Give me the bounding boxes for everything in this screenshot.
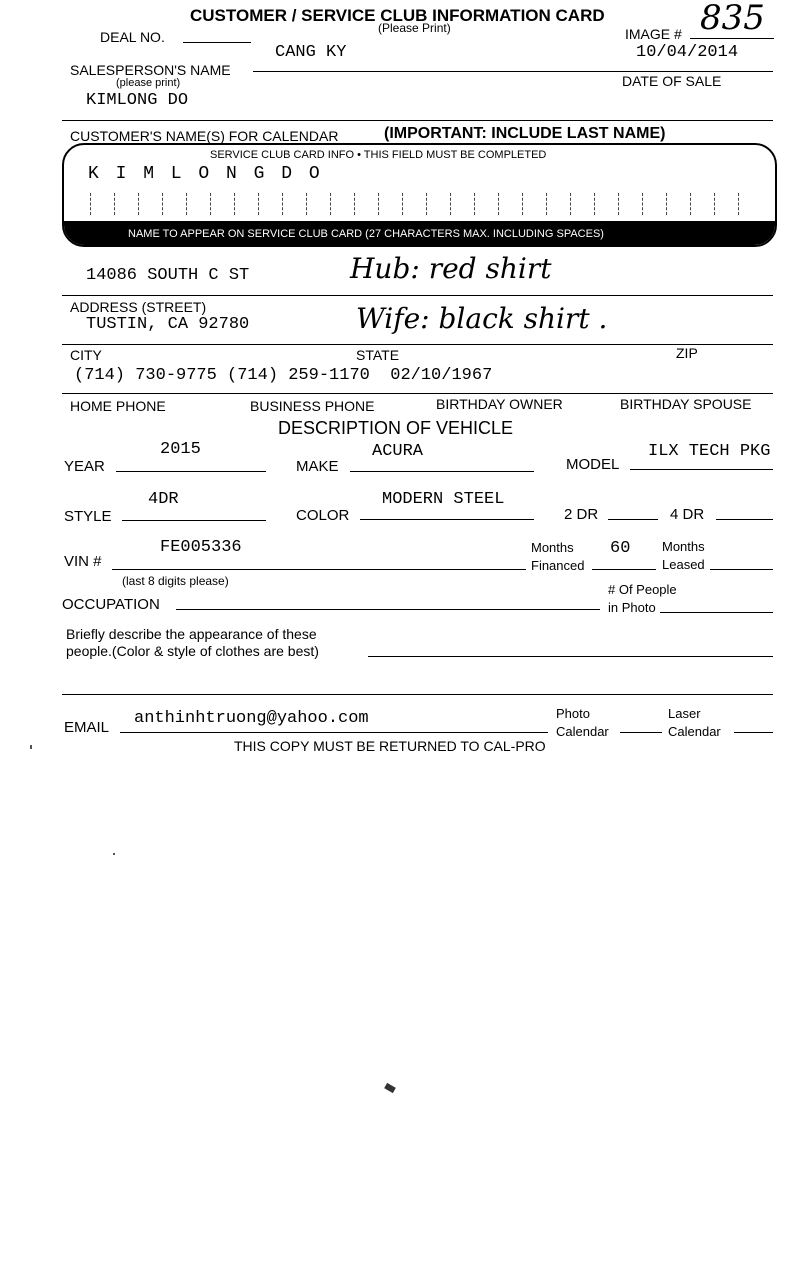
describe-people-line2: people.(Color & style of clothes are best) [66,643,319,659]
describe-line [368,656,773,657]
char-cell-tick [138,193,139,215]
laser-calendar-top-label: Laser [668,706,701,721]
scan-speck [384,1083,396,1093]
char-cell-tick [162,193,163,215]
char-cell-tick [378,193,379,215]
char-cell-tick [354,193,355,215]
service-club-card-info: SERVICE CLUB CARD INFO • THIS FIELD MUST BE COMPLETED [210,149,547,161]
style-value[interactable]: 4DR [148,490,179,509]
scan-speck [30,745,32,749]
salesperson-sub-label: (please print) [116,77,181,89]
business-phone-label: BUSINESS PHONE [250,398,375,414]
name-on-card-footer-text: NAME TO APPEAR ON SERVICE CLUB CARD (27 CHARACTERS MAX. INCLUDING SPACES) [128,228,604,240]
two-door-label: 2 DR [564,506,599,523]
home-phone-label: HOME PHONE [70,398,166,414]
describe-extra-line [62,694,773,695]
four-door-label: 4 DR [670,506,705,523]
char-cell-tick [210,193,211,215]
form-title: CUSTOMER / SERVICE CLUB INFORMATION CARD [190,6,605,25]
husband-clothing-note: Hub: red shirt [350,252,552,285]
vin-line [112,569,526,570]
make-label: MAKE [296,458,339,475]
occupation-label: OCCUPATION [62,596,160,613]
num-people-bottom-label: in Photo [608,600,656,615]
zip-label: ZIP [676,345,698,361]
char-cell-tick [450,193,451,215]
num-people-line [660,612,773,613]
deal-value: CANG KY [275,43,347,62]
describe-people-line1: Briefly describe the appearance of these [66,626,317,642]
char-cell-tick [306,193,307,215]
calendar-name-value[interactable]: K I M L O N G D O [88,164,323,184]
scan-speck [113,853,115,855]
phones-line [62,393,773,394]
char-cell-tick [594,193,595,215]
model-value[interactable]: ILX TECH PKG [648,442,771,461]
char-cell-tick [666,193,667,215]
char-cell-tick [642,193,643,215]
year-line [116,471,266,472]
email-line [120,732,548,733]
months-financed-bottom-label: Financed [531,558,585,573]
year-label: YEAR [64,458,105,475]
months-leased-line [710,569,773,570]
color-value[interactable]: MODERN STEEL [382,490,505,509]
birthday-spouse-label: BIRTHDAY SPOUSE [620,396,752,412]
salesperson-label: SALESPERSON'S NAME [70,62,231,78]
deal-no-label: DEAL NO. [100,29,165,45]
city-line [62,344,773,345]
laser-calendar-line [734,732,773,733]
months-financed-value[interactable]: 60 [610,539,631,558]
char-cell-tick [522,193,523,215]
calendar-important-note: (IMPORTANT: INCLUDE LAST NAME) [384,125,666,142]
style-label: STYLE [64,508,112,525]
image-number-line [690,38,774,39]
char-cell-tick [258,193,259,215]
birthday-owner-label: BIRTHDAY OWNER [436,396,563,412]
salesperson-line [253,71,773,72]
model-line [630,469,773,470]
salesperson-value-line [62,120,773,121]
photo-calendar-line [620,732,662,733]
street-label: ADDRESS (STREET) [70,299,207,315]
vehicle-section-title: DESCRIPTION OF VEHICLE [278,418,514,438]
date-of-sale-label: DATE OF SALE [622,73,722,89]
char-cell-tick [474,193,475,215]
year-value[interactable]: 2015 [160,440,201,459]
vin-sub-label: (last 8 digits please) [122,574,229,588]
char-cell-tick [402,193,403,215]
model-label: MODEL [566,456,620,473]
char-cell-tick [570,193,571,215]
two-door-line [608,519,658,520]
laser-calendar-bottom-label: Calendar [668,724,721,739]
date-of-sale-value: 10/04/2014 [636,43,739,62]
char-cell-tick [90,193,91,215]
city-label: CITY [70,347,102,363]
image-number-value: 835 [700,0,765,38]
make-value[interactable]: ACURA [372,442,424,461]
char-cell-tick [714,193,715,215]
char-cell-tick [186,193,187,215]
style-line [122,520,266,521]
photo-calendar-top-label: Photo [556,706,590,721]
char-cell-tick [546,193,547,215]
char-cell-tick [498,193,499,215]
occupation-line [176,609,600,610]
char-cell-tick [618,193,619,215]
months-financed-line [592,569,656,570]
salesperson-value: KIMLONG DO [86,91,189,110]
city-value[interactable]: TUSTIN, CA 92780 [86,315,250,334]
num-people-top-label: # Of People [608,582,677,597]
email-value[interactable]: anthinhtruong@yahoo.com [134,709,369,728]
vin-value[interactable]: FE005336 [160,538,242,557]
deal-no-line [183,42,251,43]
months-leased-bottom-label: Leased [662,557,705,572]
phones-birthday-values[interactable]: (714) 730-9775 (714) 259-1170 02/10/1967 [74,366,493,385]
make-line [350,471,534,472]
color-label: COLOR [296,507,350,524]
months-financed-top-label: Months [531,540,574,555]
char-cell-tick [234,193,235,215]
return-note: THIS COPY MUST BE RETURNED TO CAL-PRO [234,738,546,754]
char-cell-tick [690,193,691,215]
image-number-label: IMAGE # [625,26,682,42]
wife-clothing-note: Wife: black shirt . [356,302,608,335]
char-cell-tick [282,193,283,215]
color-line [360,519,534,520]
vin-label: VIN # [64,553,102,570]
street-value[interactable]: 14086 SOUTH C ST [86,266,250,285]
please-print-note: (Please Print) [378,21,451,35]
email-label: EMAIL [64,719,110,736]
service-club-card-box [62,143,777,247]
street-line [62,295,773,296]
state-label: STATE [356,347,400,363]
char-cell-tick [738,193,739,215]
photo-calendar-bottom-label: Calendar [556,724,609,739]
char-cell-tick [426,193,427,215]
char-cell-tick [114,193,115,215]
calendar-name-label: CUSTOMER'S NAME(S) FOR CALENDAR [70,128,339,144]
char-cell-tick [330,193,331,215]
four-door-line [716,519,773,520]
months-leased-top-label: Months [662,539,705,554]
